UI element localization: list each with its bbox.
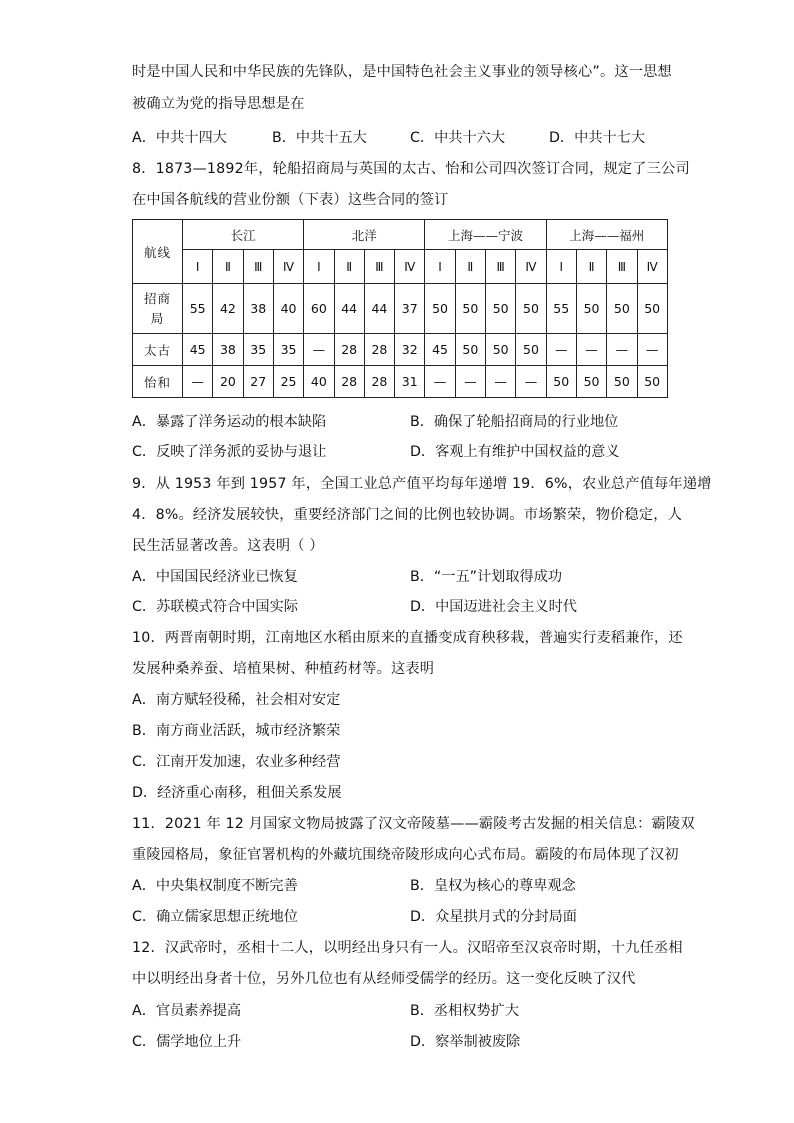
table-cell: 45 <box>425 334 455 366</box>
table-cell: — <box>637 334 667 366</box>
phase-header: Ⅲ <box>243 250 273 284</box>
q12-option-a[interactable]: A．官员素养提高 <box>132 1003 242 1019</box>
table-cell: 28 <box>334 334 364 366</box>
q10-option-c[interactable]: C．江南开发加速，农业多种经营 <box>132 754 341 770</box>
q11-option-d[interactable]: D．众星拱月式的分封局面 <box>410 909 577 925</box>
phase-header: Ⅱ <box>213 250 243 284</box>
q12-stem-line2: 中以明经出身者十位，另外几位也有从经师受儒学的经历。这一变化反映了汉代 <box>132 971 636 987</box>
q8-option-d[interactable]: D．客观上有维护中国权益的意义 <box>410 444 620 460</box>
q9-option-d[interactable]: D．中国迈进社会主义时代 <box>410 599 577 615</box>
table-cell: 44 <box>334 284 364 334</box>
phase-header: Ⅲ <box>607 250 637 284</box>
q9-stem-line2: 4．8%。经济发展较快，重要经济部门之间的比例也较协调。市场繁荣，物价稳定，人 <box>132 507 683 523</box>
q10-option-b[interactable]: B．南方商业活跃，城市经济繁荣 <box>132 723 341 739</box>
table-cell: — <box>183 366 213 398</box>
table-cell: 28 <box>364 366 394 398</box>
q7-option-b[interactable]: B．中共十五大 <box>272 130 367 146</box>
row-header-zhaoshangju <box>133 284 183 334</box>
table-cell: — <box>607 334 637 366</box>
q11-option-a[interactable]: A．中央集权制度不断完善 <box>132 878 298 894</box>
table-row <box>133 366 668 398</box>
phase-header: Ⅳ <box>273 250 303 284</box>
q8-option-b[interactable]: B．确保了轮船招商局的行业地位 <box>410 414 619 430</box>
table-cell: 38 <box>243 284 273 334</box>
q9-stem-line3: 民生活显著改善。这表明（ ） <box>132 538 324 554</box>
q12-option-d[interactable]: D．察举制被废除 <box>410 1034 521 1050</box>
q8-option-a[interactable]: A．暴露了洋务运动的根本缺陷 <box>132 414 327 430</box>
table-cell: 31 <box>395 366 425 398</box>
table-cell: 50 <box>486 334 516 366</box>
q10-option-d[interactable]: D．经济重心南移，租佃关系发展 <box>132 785 342 801</box>
table-cell: 50 <box>607 284 637 334</box>
table-cell: — <box>576 334 606 366</box>
table-cell: 55 <box>183 284 213 334</box>
q9-option-a[interactable]: A．中国国民经济业已恢复 <box>132 569 298 585</box>
q8-stem-line1: 8．1873—1892年，轮船招商局与英国的太古、怡和公司四次签订合同，规定了三公司 <box>132 161 690 177</box>
q7-option-c[interactable]: C．中共十六大 <box>410 130 506 146</box>
table-cell: 32 <box>395 334 425 366</box>
q12-stem-line1: 12．汉武帝时，丞相十二人，以明经出身只有一人。汉昭帝至汉哀帝时期，十九任丞相 <box>132 940 683 956</box>
table-cell: 27 <box>243 366 273 398</box>
row-header-line: 局 <box>150 310 165 326</box>
q11-option-b[interactable]: B．皇权为核心的尊卑观念 <box>410 878 576 894</box>
table-cell: 40 <box>273 284 303 334</box>
table-cell: 50 <box>455 334 485 366</box>
q8-option-c[interactable]: C．反映了洋务派的妥协与退让 <box>132 444 327 460</box>
table-cell: 50 <box>576 284 606 334</box>
table-cell: 42 <box>213 284 243 334</box>
row-header-yihe: 怡和 <box>133 366 183 398</box>
table-cell: 50 <box>425 284 455 334</box>
q7-option-a[interactable]: A．中共十四大 <box>132 130 227 146</box>
table-cell: 50 <box>576 366 606 398</box>
table-cell: — <box>455 366 485 398</box>
phase-header: Ⅳ <box>395 250 425 284</box>
table-cell: 50 <box>637 366 667 398</box>
table-cell: 28 <box>364 334 394 366</box>
table-cell: — <box>486 366 516 398</box>
table-cell: — <box>516 366 546 398</box>
table-cell: 50 <box>546 366 576 398</box>
q12-option-c[interactable]: C．儒学地位上升 <box>132 1034 242 1050</box>
table-cell: 28 <box>334 366 364 398</box>
row-header-taigu: 太古 <box>133 334 183 366</box>
route-header-shanghai-ningbo: 上海——宁波 <box>425 220 546 250</box>
q7-option-d[interactable]: D．中共十七大 <box>549 130 646 146</box>
q11-stem-line1: 11．2021 年 12 月国家文物局披露了汉文帝陵墓——霸陵考古发掘的相关信息：霸陵双 <box>132 816 695 832</box>
route-header-beiyang: 北洋 <box>304 220 425 250</box>
phase-header: Ⅰ <box>546 250 576 284</box>
table-corner-header: 航线 <box>133 220 183 284</box>
q11-stem-line2: 重陵园格局，象征官署机构的外藏坑围绕帝陵形成向心式布局。霸陵的布局体现了汉初 <box>132 847 679 863</box>
table-cell: 50 <box>607 366 637 398</box>
phase-header: Ⅱ <box>334 250 364 284</box>
q8-stem-line2: 在中国各航线的营业份额（下表）这些合同的签订 <box>132 192 449 208</box>
table-cell: — <box>546 334 576 366</box>
q10-stem-line1: 10．两晋南朝时期，江南地区水稻由原来的直播变成育秧移栽，普遍实行麦稻兼作，还 <box>132 630 683 646</box>
table-cell: 50 <box>486 284 516 334</box>
table-cell: — <box>425 366 455 398</box>
table-cell: 60 <box>304 284 334 334</box>
table-cell: 50 <box>516 284 546 334</box>
phase-header: Ⅱ <box>455 250 485 284</box>
q10-stem-line2: 发展种桑养蚕、培植果树、种植药材等。这表明 <box>132 661 435 677</box>
table-row <box>133 334 668 366</box>
q9-option-b[interactable]: B．“一五”计划取得成功 <box>410 569 563 585</box>
table-cell: — <box>304 334 334 366</box>
q9-stem-line1: 9．从 1953 年到 1957 年，全国工业总产值平均每年递增 19．6%，农业总产值每年递增 <box>132 476 712 492</box>
phase-header: Ⅳ <box>516 250 546 284</box>
phase-header: Ⅲ <box>364 250 394 284</box>
phase-header: Ⅳ <box>637 250 667 284</box>
phase-header: Ⅲ <box>486 250 516 284</box>
table-cell: 55 <box>546 284 576 334</box>
phase-header: Ⅱ <box>576 250 606 284</box>
table-cell: 40 <box>304 366 334 398</box>
table-cell: 20 <box>213 366 243 398</box>
table-cell: 35 <box>273 334 303 366</box>
q11-option-c[interactable]: C．确立儒家思想正统地位 <box>132 909 298 925</box>
table-cell: 25 <box>273 366 303 398</box>
route-header-shanghai-fuzhou: 上海——福州 <box>546 220 667 250</box>
row-header-line: 招商 <box>143 290 171 306</box>
q12-option-b[interactable]: B．丞相权势扩大 <box>410 1003 520 1019</box>
table-cell: 38 <box>213 334 243 366</box>
q9-option-c[interactable]: C．苏联模式符合中国实际 <box>132 599 298 615</box>
table-cell: 50 <box>455 284 485 334</box>
phase-header: Ⅰ <box>425 250 455 284</box>
table-cell: 45 <box>183 334 213 366</box>
shipping-share-table <box>132 219 668 398</box>
phase-header: Ⅰ <box>304 250 334 284</box>
q10-option-a[interactable]: A．南方赋轻役稀，社会相对安定 <box>132 692 341 708</box>
table-cell: 37 <box>395 284 425 334</box>
route-header-changjiang: 长江 <box>183 220 304 250</box>
q7-stem-line1: 时是中国人民和中华民族的先锋队，是中国特色社会主义事业的领导核心”。这一思想 <box>132 64 672 80</box>
q7-stem-line2: 被确立为党的指导思想是在 <box>132 96 305 112</box>
table-cell: 35 <box>243 334 273 366</box>
phase-header: Ⅰ <box>183 250 213 284</box>
table-cell: 50 <box>637 284 667 334</box>
table-row <box>133 284 668 334</box>
table-cell: 44 <box>364 284 394 334</box>
table-cell: 50 <box>516 334 546 366</box>
